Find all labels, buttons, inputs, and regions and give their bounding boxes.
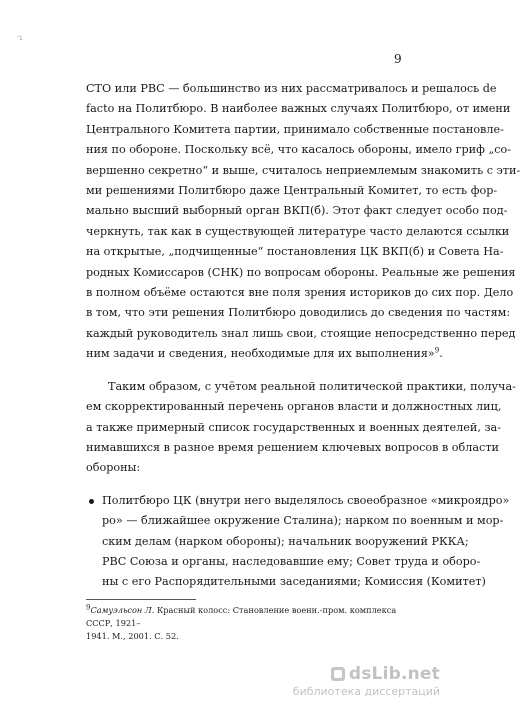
footnote-text: Красный колосс: Становление военн.-пром. комплекса СССР, 1921– [86,605,397,628]
text-line-content: Политбюро ЦК (внутри него выделялось своеобразное «микроядро» [102,493,510,507]
text-line: ния по обороне. Поскольку всё, что касалось обороны, имело гриф „со- [86,143,512,157]
body-text [86,79,520,593]
bullet-item [86,491,510,593]
page-number: 9 [394,52,402,66]
text-line: черкнуть, так как в существующей литературе часто делаются ссылки [86,224,510,238]
text-line: ем скорректированный перечень органов власти и должностных лиц, [86,400,502,414]
footnote-line [86,604,408,630]
text-line: ми решениями Политбюро даже Центральный Комитет, то есть фор- [86,184,498,198]
footnote-author: Самуэльсон Л. [90,605,155,615]
text-line: на открытые, „подчищенные“ постановления ЦК ВКП(б) и Совета На- [86,245,504,259]
bullet-icon [89,499,94,504]
footnote-line: 1941. М., 2001. С. 52. [86,631,179,641]
footnote-divider [86,599,196,600]
text-line: вершенно секретно“ и выше, считалось неприемлемым знакомить с эти- [86,163,520,177]
text-line: РВС Союза и органы, наследовавшие ему; Совет труда и оборо- [102,554,481,568]
paragraph-2 [86,377,516,479]
text-line: каждый руководитель знал лишь свои, стоящие непосредственно перед [86,326,516,340]
footnote [86,604,408,643]
footnote-reference[interactable]: 9 [434,346,440,355]
text-line: а также примерный список государственных и военных деятелей, за- [86,420,502,434]
text-line: Таким образом, с учётом реальной политической практики, получа- [108,379,516,393]
watermark-logo-row [293,664,440,684]
paragraph-gap [86,365,408,377]
footnote-marker: 9 [86,603,91,612]
paragraph-gap [86,479,408,491]
text-line: ским делам (нарком обороны); начальник вооружений РККА; [102,534,469,548]
text-line: ны с его Распорядительными заседаниями; Комиссия (Комитет) [102,575,486,589]
watermark [293,664,440,698]
watermark-site: dsLib.net [348,664,440,684]
text-line: в том, что эти решения Политбюро доводились до сведения по частям: [86,306,511,320]
text-line: обороны: [86,461,141,475]
text-line: ро» — ближайшее окружение Сталина); нарком по военным и мор- [102,514,504,528]
text-line: Центрального Комитета партии, принимало собственные постановле- [86,122,504,136]
text-line-content: ним задачи и сведения, необходимые для их выполнения» [86,347,435,361]
library-logo-icon [331,667,345,681]
text-line: нимавшихся в разное время решением ключевых вопросов в области [86,440,499,454]
text-line: ним задачи и сведения, необходимые для их выполнения»$^9$. [86,346,443,361]
text-line: facto на Политбюро. В наиболее важных случаях Политбюро, от имени [86,102,511,116]
text-line: родных Комиссаров (СНК) по вопросам обороны. Реальные же решения [86,265,516,279]
text-line: СТО или РВС — большинство из них рассматривалось и решалось de [86,82,497,95]
paragraph-1 [86,79,520,365]
watermark-caption: библиотека диссертаций [292,685,440,698]
text-line: в полном объёме остаются вне поля зрения историков до сих пор. Дело [86,286,514,300]
text-line [86,491,510,511]
text-line: мально высший выборный орган ВКП(б). Этот факт следует особо под- [86,204,508,218]
scan-corner-mark: ‘1 [17,35,23,42]
